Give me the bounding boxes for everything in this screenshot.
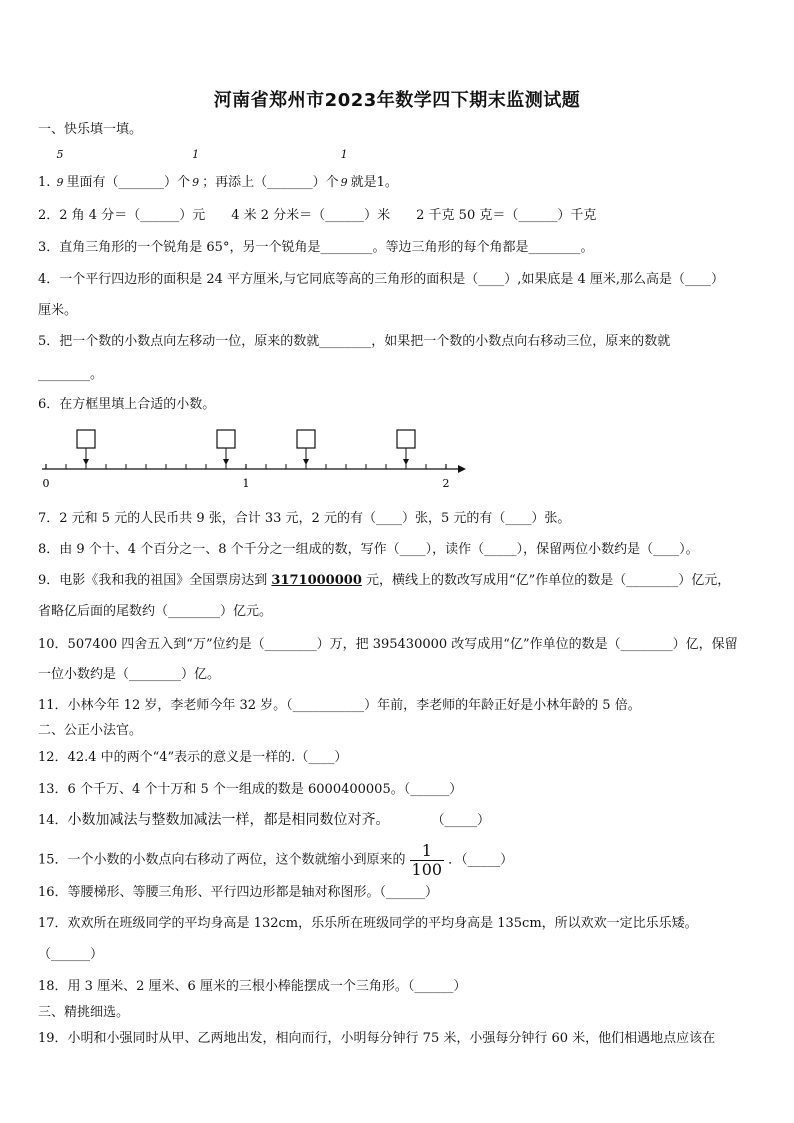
fraction-1-9-a — [190, 148, 202, 192]
frac-numerator: 1 — [340, 148, 348, 161]
question-17-line-1: 17．欢欢所在班级同学的平均身高是 132cm，乐乐所在班级同学的平均身高是 135cm，所以欢欢一定比乐乐矮。 — [38, 916, 698, 931]
label-0: 0 — [42, 477, 50, 490]
q14-number: 14． — [38, 813, 68, 828]
question-11: 11．小林今年 12 岁，李老师今年 32 岁。（___________）年前，李老师的年龄正好是小林年龄的 5 倍。 — [38, 698, 641, 713]
question-8: 8．由 9 个十、4 个百分之一、8 个千分之一组成的数，写作（____），读作（_____），保留两位小数约是（____）。 — [38, 542, 699, 557]
frac-denominator: 100 — [411, 860, 443, 879]
section-3-heading: 三、精挑细选。 — [38, 1005, 130, 1020]
q14-text: 小数加减法与整数加减法一样，都是相同数位对齐。 — [67, 812, 390, 828]
q1-number: 1. — [38, 175, 51, 190]
question-14 — [38, 811, 768, 830]
question-3: 3．直角三角形的一个锐角是 65°，另一个锐角是________。等边三角形的每个角都是________。 — [38, 240, 594, 255]
label-2: 2 — [442, 477, 450, 490]
answer-box — [297, 430, 315, 448]
question-16: 16．等腰梯形、等腰三角形、平行四边形都是轴对称图形。（______） — [38, 885, 439, 900]
number-line — [38, 424, 478, 494]
question-2: 2．2 角 4 分＝（______）元 4 米 2 分米＝（______）米 2 千克 50 克＝（______）千克 — [38, 208, 597, 223]
box-pointer-arrow — [303, 459, 309, 465]
answer-box — [217, 430, 235, 448]
number-line-boxes — [77, 430, 415, 465]
question-6: 6．在方框里填上合适的小数。 — [38, 397, 216, 412]
answer-box — [77, 430, 95, 448]
q1-text-3: 就是1。 — [350, 175, 398, 190]
number-line-arrow — [458, 465, 466, 473]
question-5-line-2: ________。 — [38, 367, 104, 382]
q15-text-post: ．（_____） — [448, 852, 514, 868]
question-5-line-1: 5．把一个数的小数点向左移动一位，原来的数就________，如果把一个数的小数点向右移动三位，原来的数就 — [38, 334, 671, 349]
q9-text-post: 元，横线上的数改写成用“亿”作单位的数是（________）亿元， — [361, 573, 731, 588]
page-title: 河南省郑州市2023年数学四下期末监测试题 — [213, 90, 581, 111]
question-1 — [38, 148, 768, 192]
question-4-line-1: 4．一个平行四边形的面积是 24 平方厘米,与它同底等高的三角形的面积是（____）,如果底是 4 厘米,那么高是（____） — [38, 272, 725, 287]
fraction-1-100 — [410, 842, 445, 879]
question-17-line-2: （______） — [38, 947, 104, 962]
question-7: 7．2 元和 5 元的人民币共 9 张，合计 33 元，2 元的有（____）张，5 元的有（____）张。 — [38, 511, 571, 526]
question-10-line-1: 10．507400 四舍五入到“万”位约是（________）万，把 395430000 改写成用“亿”作单位的数是（________）亿，保留 — [38, 637, 738, 652]
q9-amount: 3171000000 — [271, 573, 362, 588]
q9-text-pre: 9．电影《我和我的祖国》全国票房达到 — [38, 573, 272, 588]
section-2-heading: 二、公正小法官。 — [38, 723, 143, 738]
frac-numerator: 1 — [192, 148, 200, 161]
question-18: 18．用 3 厘米、2 厘米、6 厘米的三根小棒能摆成一个三角形。（______） — [38, 979, 467, 994]
question-15 — [38, 841, 768, 879]
fraction-5-9 — [55, 148, 67, 192]
question-9-line-2: 省略亿后面的尾数约（________）亿元。 — [38, 604, 273, 619]
question-10-line-2: 一位小数约是（________）亿。 — [38, 667, 221, 682]
frac-numerator: 5 — [56, 148, 64, 161]
question-12: 12．42.4 中的两个“4”表示的意义是一样的.（____） — [38, 750, 348, 765]
fraction-1-9-b — [339, 148, 351, 192]
section-1-heading: 一、快乐填一填。 — [38, 122, 143, 137]
question-19: 19．小明和小强同时从甲、乙两地出发，相向而行，小明每分钟行 75 米，小强每分钟行 60 米，他们相遇地点应该在 — [38, 1031, 716, 1046]
question-9-line-1 — [38, 572, 768, 590]
number-line-ticks — [46, 464, 446, 469]
label-1: 1 — [242, 477, 250, 490]
box-pointer-arrow — [403, 459, 409, 465]
frac-denominator: 9 — [56, 176, 64, 189]
q1-text-1: 里面有（_______）个 — [66, 175, 191, 190]
frac-denominator: 9 — [192, 176, 200, 189]
frac-numerator: 1 — [410, 842, 445, 861]
box-pointer-arrow — [223, 459, 229, 465]
q14-blank: （_____） — [431, 813, 491, 828]
answer-box — [397, 430, 415, 448]
frac-denominator: 9 — [340, 176, 348, 189]
q1-text-2: ；再添上（_______）个 — [202, 175, 339, 190]
question-13: 13．6 个千万、4 个十万和 5 个一组成的数是 6000400005。（______） — [38, 782, 463, 797]
question-4-line-2: 厘米。 — [38, 303, 78, 318]
box-pointer-arrow — [83, 459, 89, 465]
q15-text-pre: 15．一个小数的小数点向右移动了两位，这个数就缩小到原来的 — [38, 852, 406, 868]
